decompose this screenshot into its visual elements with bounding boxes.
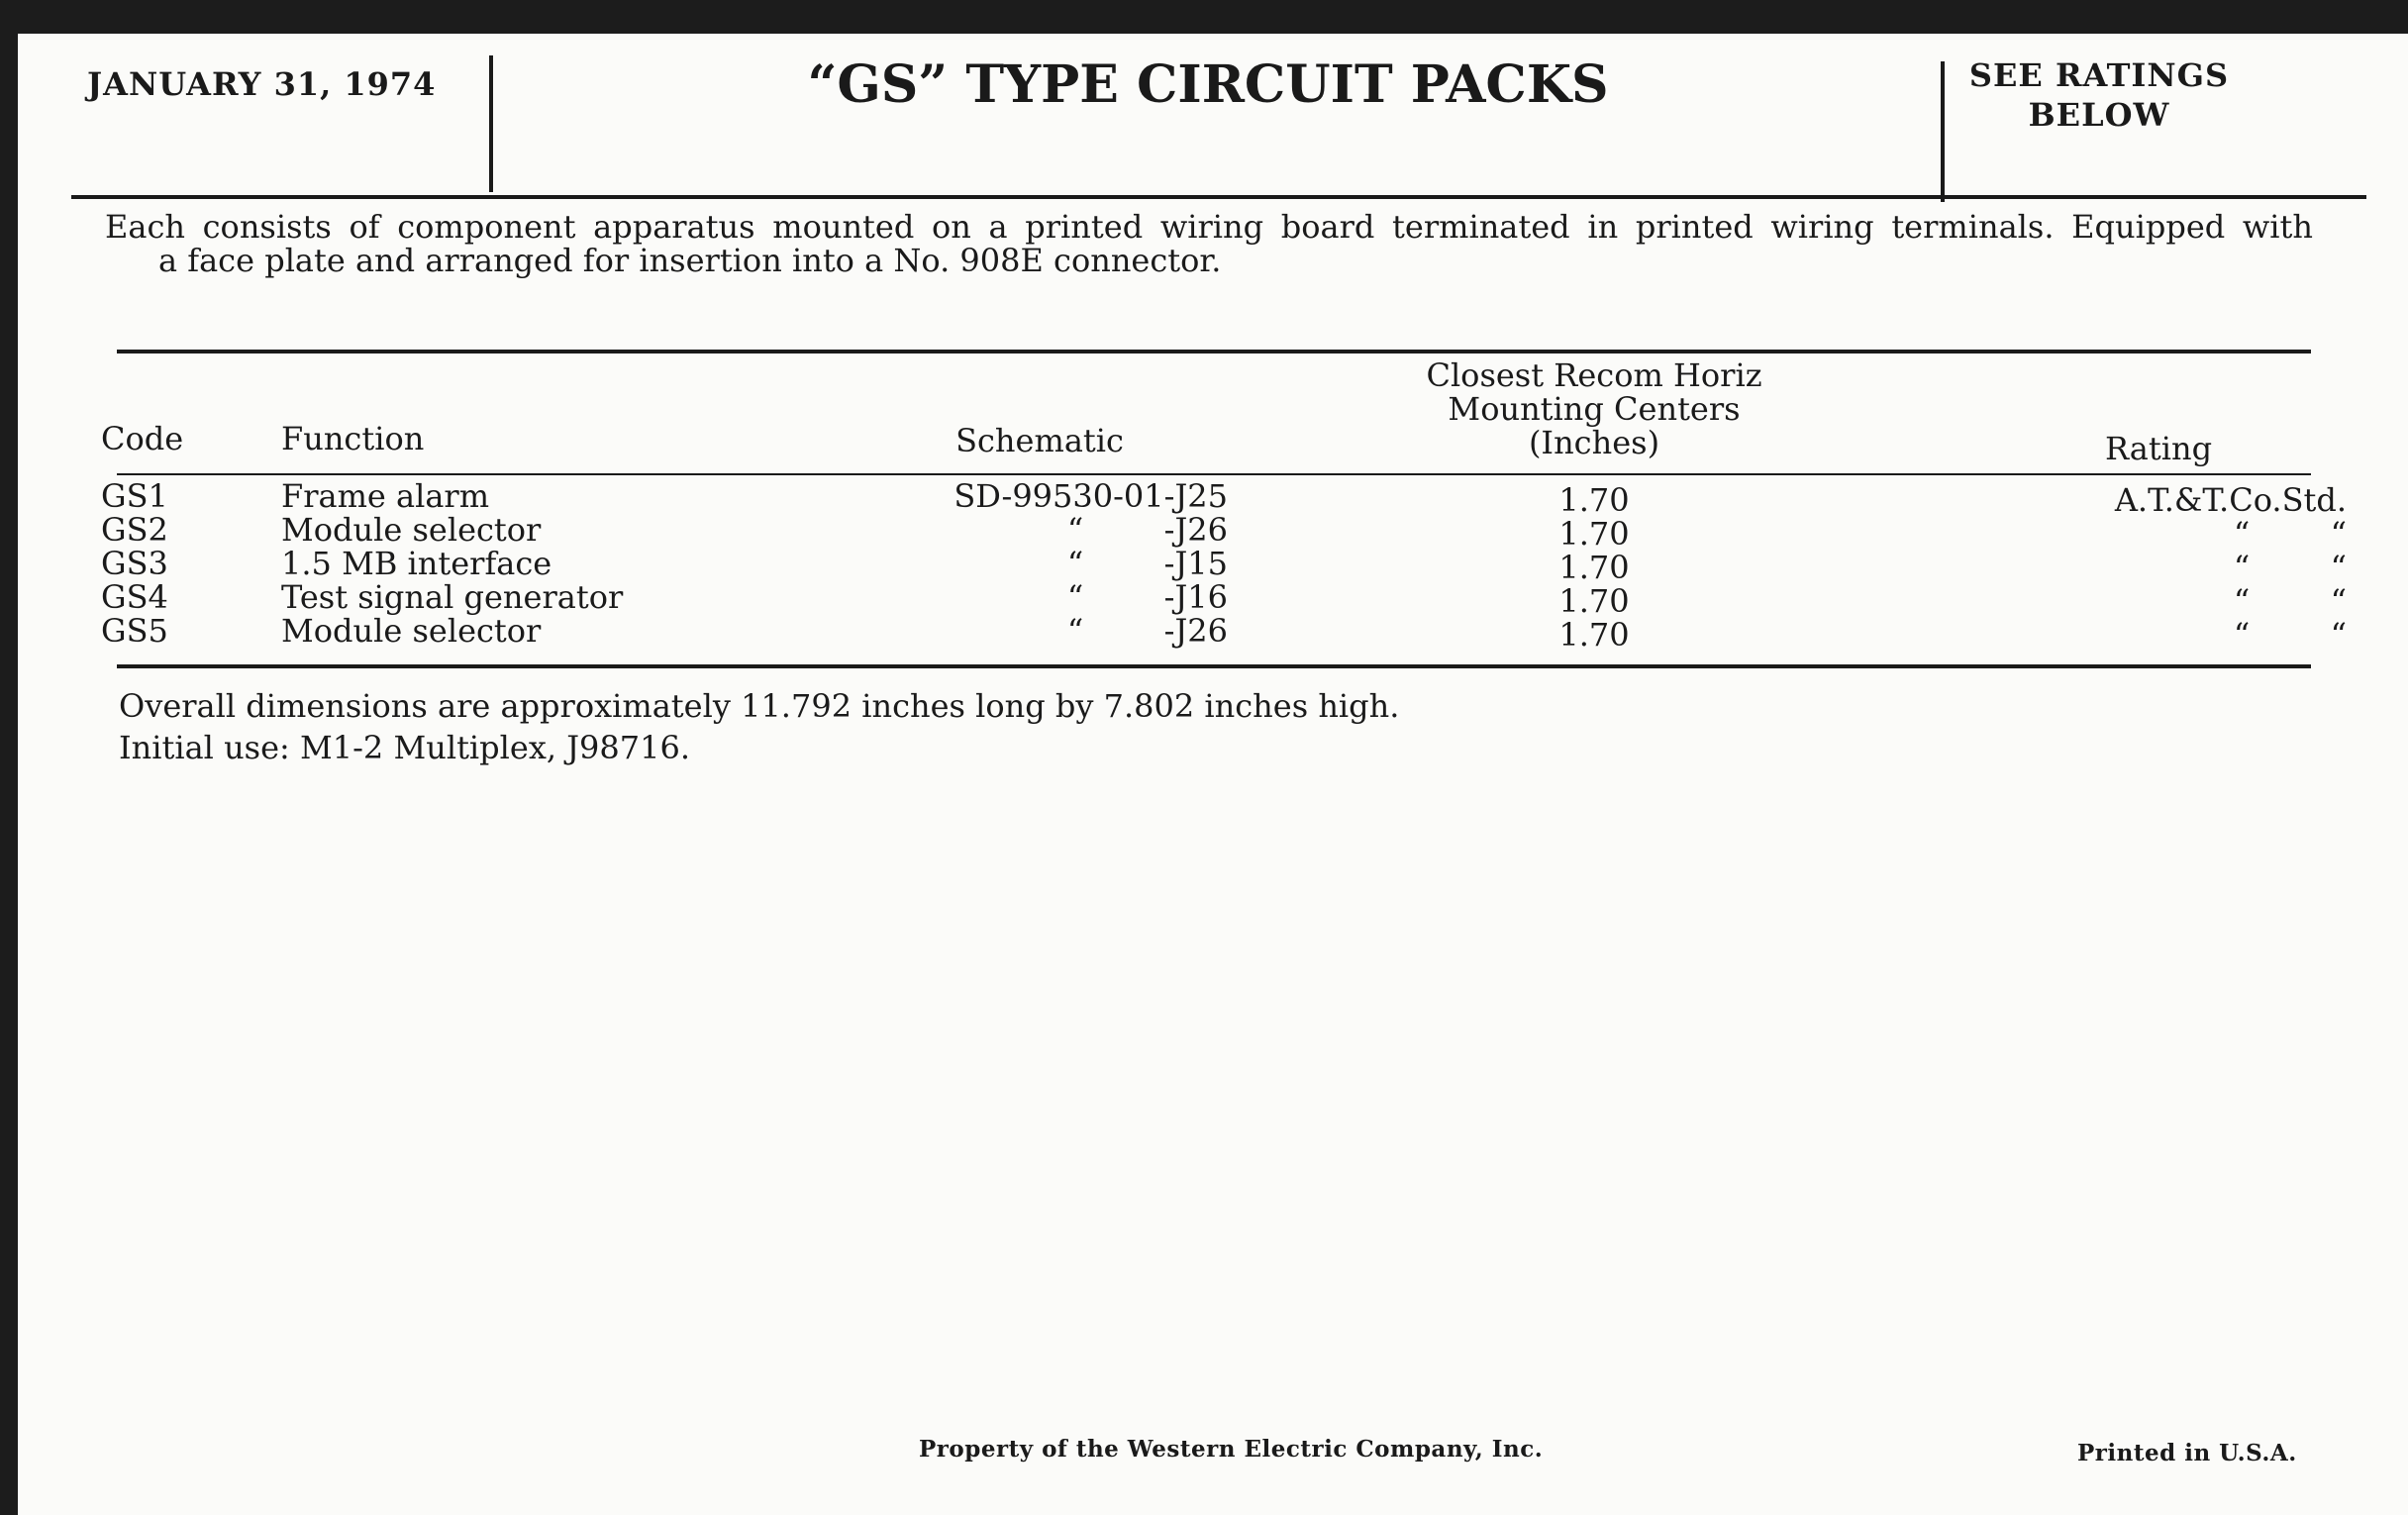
header-rule — [71, 195, 2366, 199]
row-schematic: “ -J15 — [1066, 545, 1228, 582]
row-function: Module selector — [281, 511, 542, 549]
header-code: Code — [101, 420, 184, 457]
table-header-rule — [117, 473, 2311, 475]
row-code: GS1 — [101, 477, 168, 515]
printed-note: Printed in U.S.A. — [2077, 1440, 2297, 1466]
row-function: 1.5 MB interface — [281, 545, 552, 582]
initial-use-note: Initial use: M1-2 Multiplex, J98716. — [119, 729, 690, 766]
row-rating: A.T.&T.Co.Std. — [2114, 481, 2347, 519]
property-note: Property of the Western Electric Company, Inc. — [919, 1436, 1544, 1463]
ratings-note-line2: BELOW — [2028, 96, 2170, 134]
header-schematic: Schematic — [955, 422, 1124, 459]
header-rating: Rating — [2104, 430, 2213, 467]
row-code: GS3 — [101, 545, 168, 582]
row-rating: “ “ — [2233, 582, 2347, 620]
header-mounting — [1366, 358, 1822, 459]
row-rating: “ “ — [2233, 549, 2347, 586]
row-code: GS2 — [101, 511, 168, 549]
row-schematic: SD-99530-01-J25 — [953, 477, 1228, 515]
row-mounting: 1.70 — [1558, 582, 1630, 620]
header-function: Function — [281, 420, 425, 457]
row-schematic: “ -J26 — [1066, 511, 1228, 549]
row-mounting: 1.70 — [1558, 616, 1630, 654]
ratings-note-line1: SEE RATINGS — [1968, 56, 2230, 94]
row-function: Frame alarm — [281, 477, 490, 515]
intro-line-1: Each consists of component apparatus mounted on a printed wiring board terminated in printed wiring terminals. Equipped with — [105, 208, 2313, 246]
ratings-note — [1941, 55, 2258, 135]
row-code: GS4 — [101, 578, 168, 616]
row-rating: “ “ — [2233, 515, 2347, 553]
row-rating: “ “ — [2233, 616, 2347, 654]
intro-line-2: a face plate and arranged for insertion into a No. 908E connector. — [158, 242, 1222, 279]
row-schematic: “ -J26 — [1066, 612, 1228, 650]
dimensions-note: Overall dimensions are approximately 11.792 inches long by 7.802 inches high. — [119, 687, 1400, 725]
row-schematic: “ -J16 — [1066, 578, 1228, 616]
page-title: “GS” TYPE CIRCUIT PACKS — [807, 54, 1609, 115]
header-mounting-line2: Mounting Centers — [1448, 390, 1741, 428]
header-mounting-line3: (Inches) — [1528, 424, 1660, 461]
row-function: Test signal generator — [281, 578, 624, 616]
header-mounting-line1: Closest Recom Horiz — [1426, 356, 1762, 394]
row-function: Module selector — [281, 612, 542, 650]
table-bottom-rule — [117, 664, 2311, 668]
row-mounting: 1.70 — [1558, 481, 1630, 519]
row-mounting: 1.70 — [1558, 549, 1630, 586]
document-date: JANUARY 31, 1974 — [87, 65, 437, 103]
table-top-rule — [117, 350, 2311, 354]
row-mounting: 1.70 — [1558, 515, 1630, 553]
row-code: GS5 — [101, 612, 168, 650]
intro-paragraph — [105, 210, 2313, 277]
